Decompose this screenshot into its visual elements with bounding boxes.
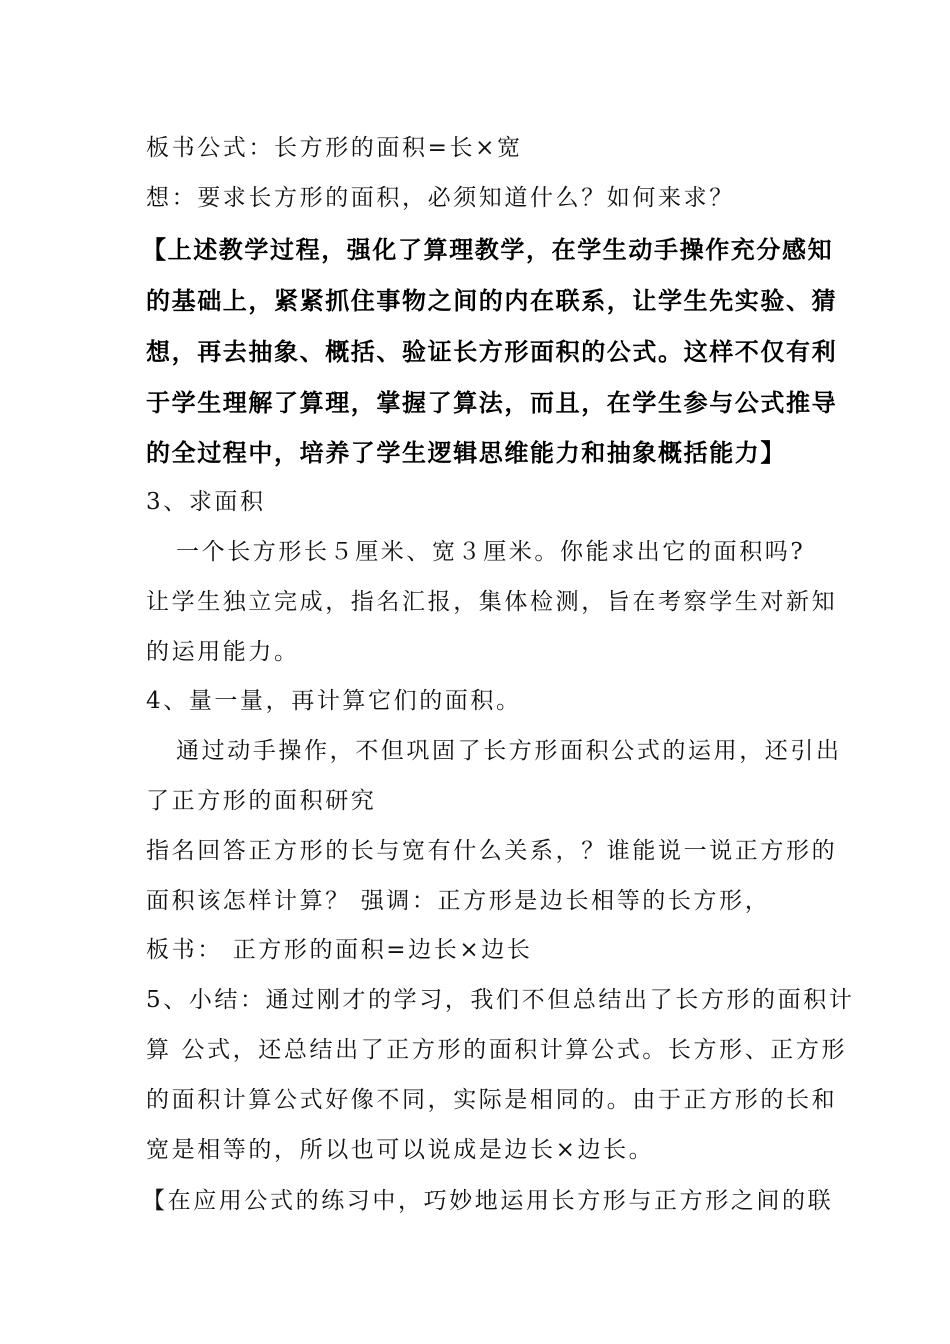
section-heading: 5、小结：通过刚才的学习，我们不但总结出了长方形的面积计 — [146, 987, 855, 1013]
paragraph-line: 通过动手操作，不但巩固了长方形面积公式的运用，还引出 — [176, 738, 842, 764]
paragraph-line: 的面积计算公式好像不同，实际是相同的。由于正方形的长和 — [146, 1087, 838, 1113]
question-line: 想：要求长方形的面积，必须知道什么？如何来求？ — [146, 185, 735, 211]
paragraph-line: 的运用能力。 — [146, 639, 300, 665]
commentary-line: 想，再去抽象、概括、验证长方形面积的公式。这样不仅有利 — [146, 338, 838, 366]
paragraph-line: 指名回答正方形的长与宽有什么关系，？谁能说一说正方形的 — [146, 838, 838, 864]
paragraph-line: 算 公式，还总结出了正方形的面积计算公式。长方形、正方形 — [146, 1037, 848, 1063]
paragraph-line: 了正方形的面积研究 — [146, 788, 377, 814]
paragraph-line: 面积该怎样计算？ 强调：正方形是边长相等的长方形， — [146, 888, 771, 914]
paragraph-line: 一个长方形长５厘米、宽３厘米。你能求出它的面积吗? — [176, 539, 806, 565]
commentary-line: 于学生理解了算理，掌握了算法，而且，在学生参与公式推导 — [146, 389, 838, 417]
paragraph-line: 让学生独立完成，指名汇报，集体检测，旨在考察学生对新知 — [146, 589, 838, 615]
commentary-line: 【上述教学过程，强化了算理教学，在学生动手操作充分感知 — [142, 236, 834, 264]
section-heading: 4、量一量，再计算它们的面积。 — [146, 688, 522, 714]
commentary-line: 的基础上，紧紧抓住事物之间的内在联系，让学生先实验、猜 — [146, 287, 838, 315]
commentary-line: 的全过程中，培养了学生逻辑思维能力和抽象概括能力】 — [146, 439, 786, 467]
formula-line: 板书公式：长方形的面积=长×宽 — [146, 135, 523, 161]
paragraph-line: 宽是相等的，所以也可以说成是边长×边长。 — [146, 1137, 655, 1163]
commentary-line: 【在应用公式的练习中，巧妙地运用长方形与正方形之间的联 — [142, 1188, 834, 1214]
formula-line: 板书： 正方形的面积=边长×边长 — [146, 937, 533, 963]
section-heading: 3、求面积 — [146, 489, 266, 515]
